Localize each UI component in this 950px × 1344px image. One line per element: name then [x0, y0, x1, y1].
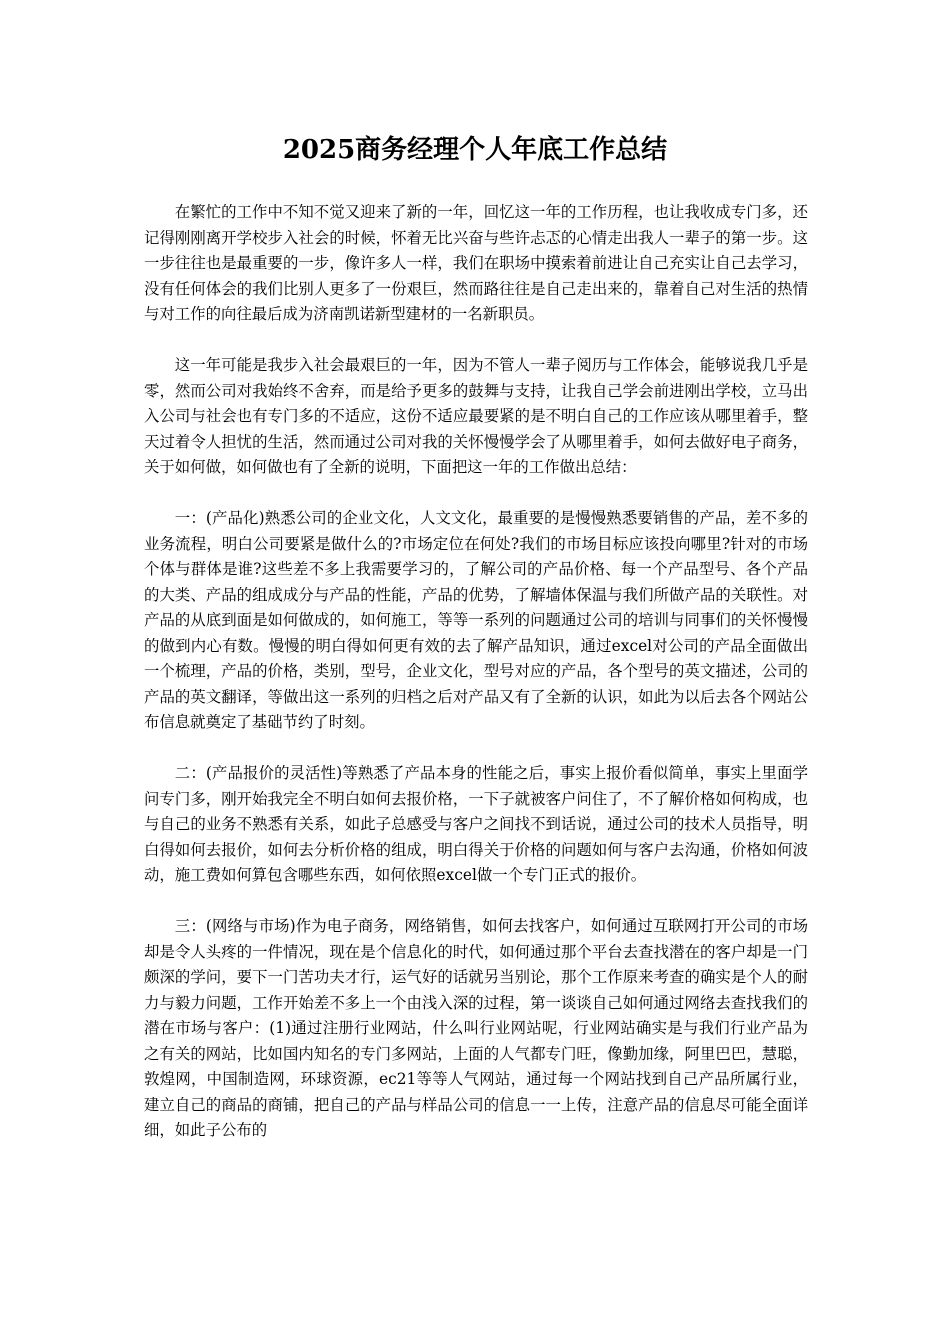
paragraph-section-three: 三：(网络与市场)作为电子商务，网络销售，如何去找客户，如何通过互联网打开公司的市场却是令人头疼的一件情况，现在是个信息化的时代，如何通过那个平台去查找潜在的客户却是一门颇深的学问，要下一门苦功夫才行，运气好的话就另当别论，那个工作原来考查的确实是个人的耐力与毅力问题，工作开始差不多上一个由浅入深的过程，第一谈谈自己如何通过网络去查找我们的潜在市场与客户：(1)通过注册行业网站，什么叫行业网站呢，行业网站确实是与我们行业产品为之有关的网站，比如国内知名的专门多网站，上面的人气都专门旺，像勤加缘，阿里巴巴，慧聪，敦煌网，中国制造网，环球资源，ec21等等人气网站，通过每一个网站找到自己产品所属行业，建立自己的商品的商铺，把自己的产品与样品公司的信息一一上传，注意产品的信息尽可能全面详细，如此子公布的	[144, 917, 808, 1139]
paragraph-section-two: 二：(产品报价的灵活性)等熟悉了产品本身的性能之后，事实上报价看似简单，事实上里面学问专门多，刚开始我完全不明白如何去报价格，一下子就被客户问住了，不了解价格如何构成，也与自己的业务不熟悉有关系，如此子总感受与客户之间找不到话说，通过公司的技术人员指导，明白得如何去报价，如何去分析价格的组成，明白得关于价格的问题如何与客户去沟通，价格如何波动，施工费如何算包含哪些东西，如何依照excel做一个专门正式的报价。	[144, 764, 808, 884]
document-body	[144, 200, 808, 1169]
paragraph-intro: 在繁忙的工作中不知不觉又迎来了新的一年，回忆这一年的工作历程，也让我收成专门多，还记得刚刚离开学校步入社会的时候，怀着无比兴奋与些许忐忑的心情走出我人一辈子的第一步。这一步往往也是最重要的一步，像许多人一样，我们在职场中摸索着前进让自己充实让自己去学习，没有任何体会的我们比别人更多了一份艰巨，然而路往往是自己走出来的，靠着自己对生活的热情与对工作的向往最后成为济南凯诺新型建材的一名新职员。	[144, 203, 808, 323]
paragraph-section-one: 一：(产品化)熟悉公司的企业文化，人文文化，最重要的是慢慢熟悉要销售的产品，差不多的业务流程，明白公司要紧是做什么的?市场定位在何处?我们的市场目标应该投向哪里?针对的市场个体与群体是谁?这些差不多上我需要学习的，了解公司的产品价格、每一个产品型号、各个产品的大类、产品的组成成分与产品的性能，产品的优势，了解墙体保温与我们所做产品的关联性。对产品的从底到面是如何做成的，如何施工，等等一系列的问题通过公司的培训与同事们的关怀慢慢的做到内心有数。慢慢的明白得如何更有效的去了解产品知识，通过excel对公司的产品全面做出一个梳理，产品的价格，类别，型号，企业文化，型号对应的产品，各个型号的英文描述，公司的产品的英文翻译，等做出这一系列的归档之后对产品又有了全新的认识，如此为以后去各个网站公布信息就奠定了基础节约了时刻。	[144, 509, 808, 731]
document-title: 2025商务经理个人年底工作总结	[282, 135, 668, 165]
paragraph-year-review: 这一年可能是我步入社会最艰巨的一年，因为不管人一辈子阅历与工作体会，能够说我几乎是零，然而公司对我始终不舍弃，而是给予更多的鼓舞与支持，让我自己学会前进刚出学校，立马出入公司与社会也有专门多的不适应，这份不适应最要紧的是不明白自己的工作应该从哪里着手，整天过着令人担忧的生活，然而通过公司对我的关怀慢慢学会了从哪里着手，如何去做好电子商务，关于如何做，如何做也有了全新的说明，下面把这一年的工作做出总结：	[144, 356, 808, 476]
